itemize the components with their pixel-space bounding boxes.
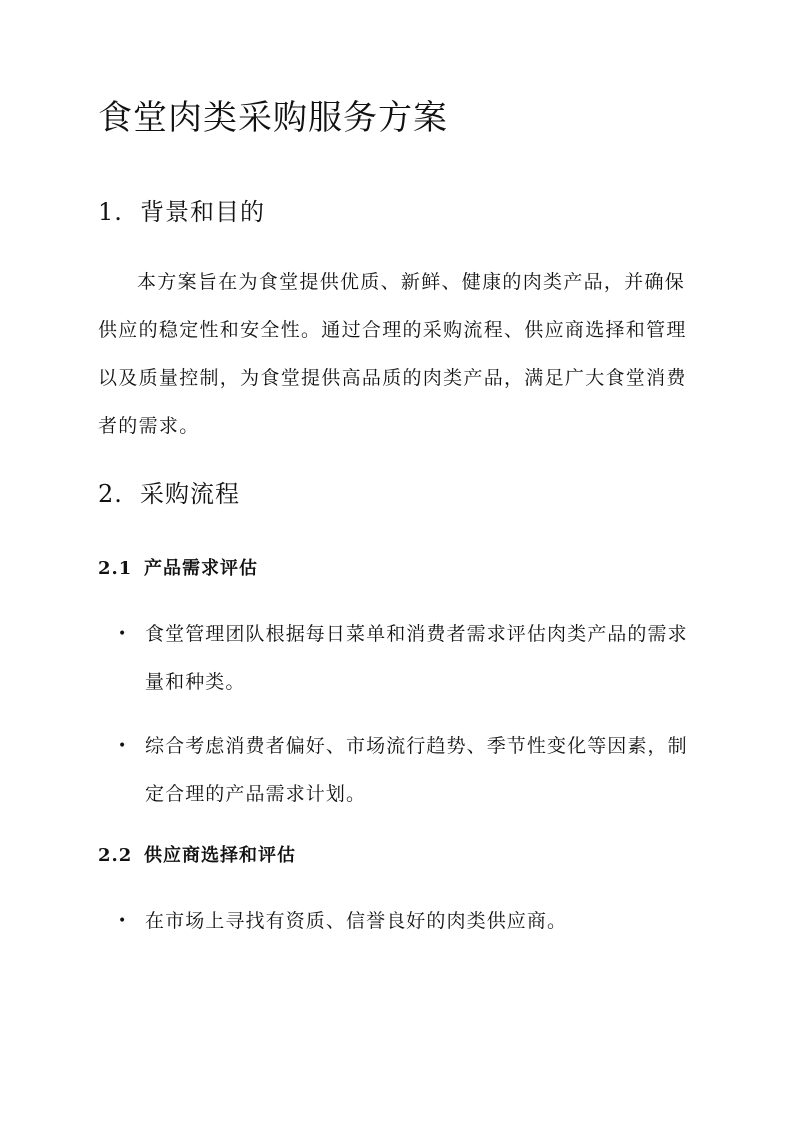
section-number: 2. <box>98 480 123 508</box>
section-paragraph-background <box>98 258 704 450</box>
section-title: 背景和目的 <box>140 198 265 226</box>
paragraph-text: 本方案旨在为食堂提供优质、新鲜、健康的肉类产品，并确保供应的稳定性和安全性。通过合理的采购流程、供应商选择和管理以及质量控制，为食堂提供高品质的肉类产品，满足广大食堂消费者的需求。 <box>98 271 687 437</box>
list-item-text: 综合考虑消费者偏好、市场流行趋势、季节性变化等因素，制定合理的产品需求计划。 <box>145 735 688 805</box>
list-item <box>98 722 704 818</box>
section-heading-procurement <box>98 478 240 510</box>
demand-bullet-list <box>98 610 704 818</box>
list-item <box>98 610 704 706</box>
subsection-title: 产品需求评估 <box>144 558 258 579</box>
subsection-title: 供应商选择和评估 <box>144 845 296 866</box>
bullet-dot-icon: • <box>118 738 128 754</box>
section-heading-background <box>98 196 265 228</box>
subsection-number: 2.1 <box>98 558 133 579</box>
section-title: 采购流程 <box>140 480 240 508</box>
subsection-heading-demand <box>98 556 258 582</box>
subsection-heading-supplier <box>98 843 296 869</box>
list-item-text: 在市场上寻找有资质、信誉良好的肉类供应商。 <box>145 910 568 932</box>
list-item-text: 食堂管理团队根据每日菜单和消费者需求评估肉类产品的需求量和种类。 <box>145 623 688 693</box>
list-item <box>98 897 704 945</box>
document-title: 食堂肉类采购服务方案 <box>98 98 448 138</box>
subsection-number: 2.2 <box>98 845 133 866</box>
bullet-dot-icon: • <box>118 626 128 642</box>
section-number: 1. <box>98 198 123 226</box>
bullet-dot-icon: • <box>118 913 128 929</box>
supplier-bullet-list <box>98 897 704 945</box>
